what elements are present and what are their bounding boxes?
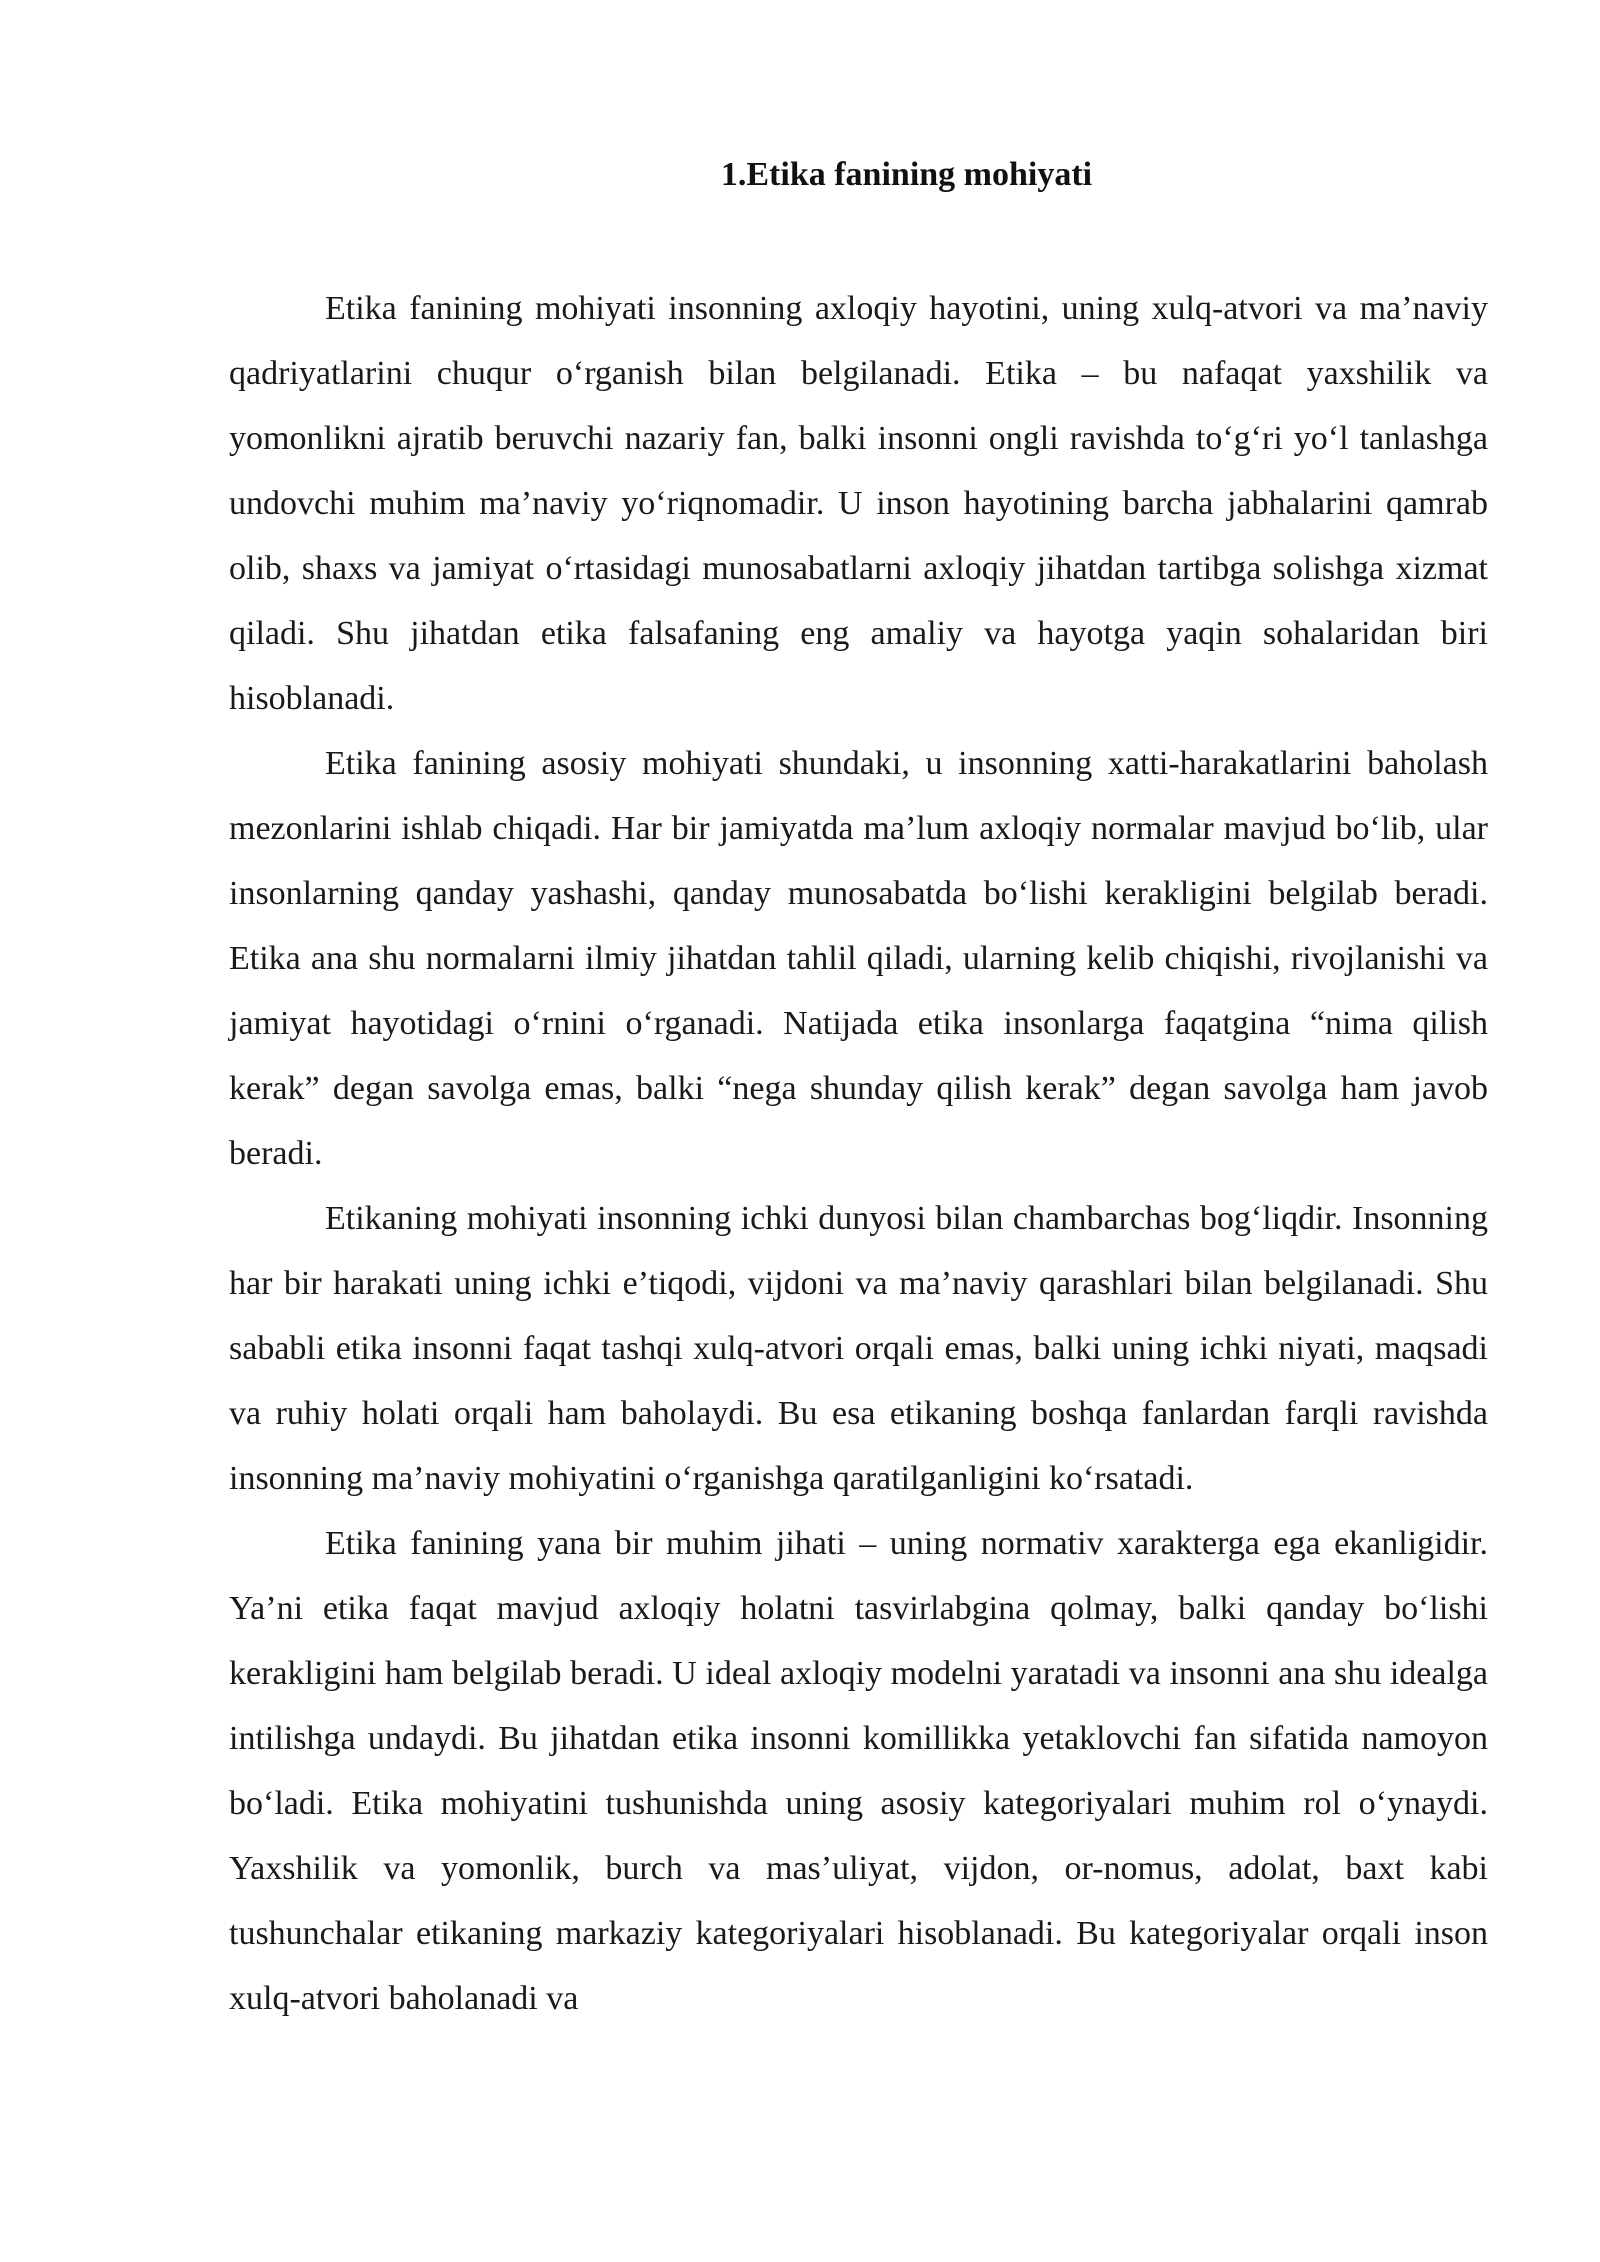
paragraph-4: Etika fanining yana bir muhim jihati – uning normativ xarakterga ega ekanligidir. Ya’ni etika faqat mavjud axloqiy holatni tasvirlabgina qolmay, balki qanday bo‘lishi kerakligini ham belgilab beradi. U ideal axloqiy modelni yaratadi va insonni ana shu idealga intilishga undaydi. Bu jihatdan etika insonni komillikka yetaklovchi fan sifatida namoyon bo‘ladi. Etika mohiyatini tushunishda uning asosiy kategoriyalari muhim rol o‘ynaydi. Yaxshilik va yomonlik, burch va mas’uliyat, vijdon, or-nomus, adolat, baxt kabi tushunchalar etikaning markaziy kategoriyalari hisoblanadi. Bu kategoriyalar orqali inson xulq-atvori baholanadi va: [229, 1525, 1488, 2017]
paragraph-1: Etika fanining mohiyati insonning axloqiy hayotini, uning xulq-atvori va ma’naviy qadriyatlarini chuqur o‘rganish bilan belgilanadi. Etika – bu nafaqat yaxshilik va yomonlikni ajratib beruvchi nazariy fan, balki insonni ongli ravishda to‘g‘ri yo‘l tanlashga undovchi muhim ma’naviy yo‘riqnomadir. U inson hayotining barcha jabhalarini qamrab olib, shaxs va jamiyat o‘rtasidagi munosabatlarni axloqiy jihatdan tartibga solishga xizmat qiladi. Shu jihatdan etika falsafaning eng amaliy va hayotga yaqin sohalaridan biri hisoblanadi.: [229, 290, 1488, 717]
paragraph-3: Etikaning mohiyati insonning ichki dunyosi bilan chambarchas bog‘liqdir. Insonning har bir harakati uning ichki e’tiqodi, vijdoni va ma’naviy qarashlari bilan belgilanadi. Shu sababli etika insonni faqat tashqi xulq-atvori orqali emas, balki uning ichki niyati, maqsadi va ruhiy holati orqali ham baholaydi. Bu esa etikaning boshqa fanlardan farqli ravishda insonning ma’naviy mohiyatini o‘rganishga qaratilganligini ko‘rsatadi.: [229, 1200, 1488, 1497]
document-title: 1.Etika fanining mohiyati: [720, 156, 1093, 193]
document-body: [229, 276, 1488, 2031]
paragraph-2: Etika fanining asosiy mohiyati shundaki, u insonning xatti-harakatlarini baholash mezonlarini ishlab chiqadi. Har bir jamiyatda ma’lum axloqiy normalar mavjud bo‘lib, ular insonlarning qanday yashashi, qanday munosabatda bo‘lishi kerakligini belgilab beradi. Etika ana shu normalarni ilmiy jihatdan tahlil qiladi, ularning kelib chiqishi, rivojlanishi va jamiyat hayotidagi o‘rnini o‘rganadi. Natijada etika insonlarga faqatgina “nima qilish kerak” degan savolga emas, balki “nega shunday qilish kerak” degan savolga ham javob beradi.: [229, 745, 1488, 1172]
